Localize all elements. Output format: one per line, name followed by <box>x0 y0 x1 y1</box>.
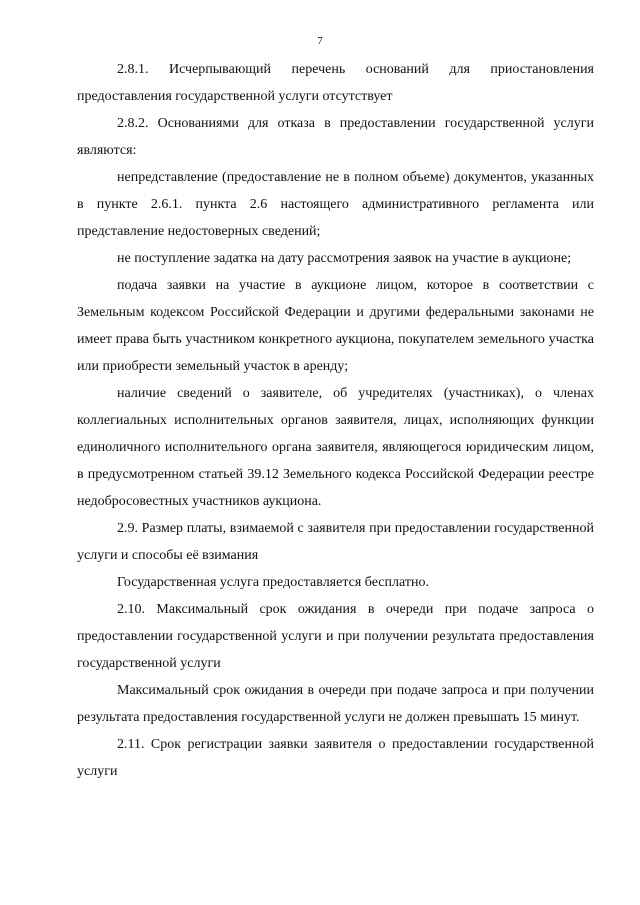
paragraph-2-9-heading: 2.9. Размер платы, взимаемой с заявителя при предоставлении государственной услуги и способы её взимания <box>77 521 594 563</box>
paragraph-2-9-text: Государственная услуга предоставляется бесплатно. <box>117 575 429 590</box>
paragraph-refusal-reason-3: подача заявки на участие в аукционе лицом, которое в соответствии с Земельным кодексом Российской Федерации и другими федеральными законами не имеет права быть участником конкретного аукциона, покупателем земельного участка или приобрести земельный участок в аренду; <box>77 278 594 374</box>
document-body <box>77 56 594 785</box>
paragraph-2-8-2: 2.8.2. Основаниями для отказа в предоставлении государственной услуги являются: <box>77 116 594 158</box>
paragraph-2-10-text: Максимальный срок ожидания в очереди при подаче запроса и при получении результата предоставления государственной услуги не должен превышать 15 минут. <box>77 683 594 725</box>
paragraph-2-8-1: 2.8.1. Исчерпывающий перечень оснований для приостановления предоставления государственной услуги отсутствует <box>77 62 594 104</box>
paragraph-refusal-reason-4: наличие сведений о заявителе, об учредителях (участниках), о членах коллегиальных исполнительных органов заявителя, лицах, исполняющих функции единоличного исполнительного органа заявителя, являющегося юридическим лицом, в предусмотренном статьей 39.12 Земельного кодекса Российской Федерации реестре недобросовестных участников аукциона. <box>77 386 594 509</box>
paragraph-2-11-heading: 2.11. Срок регистрации заявки заявителя о предоставлении государственной услуги <box>77 737 594 779</box>
page-number: 7 <box>317 35 323 47</box>
paragraph-refusal-reason-1: непредставление (предоставление не в полном объеме) документов, указанных в пункте 2.6.1. пункта 2.6 настоящего административного регламента или представление недостоверных сведений; <box>77 170 594 239</box>
paragraph-refusal-reason-2: не поступление задатка на дату рассмотрения заявок на участие в аукционе; <box>117 251 572 266</box>
paragraph-2-10-heading: 2.10. Максимальный срок ожидания в очереди при подаче запроса о предоставлении государственной услуги и при получении результата предоставления государственной услуги <box>77 602 594 671</box>
